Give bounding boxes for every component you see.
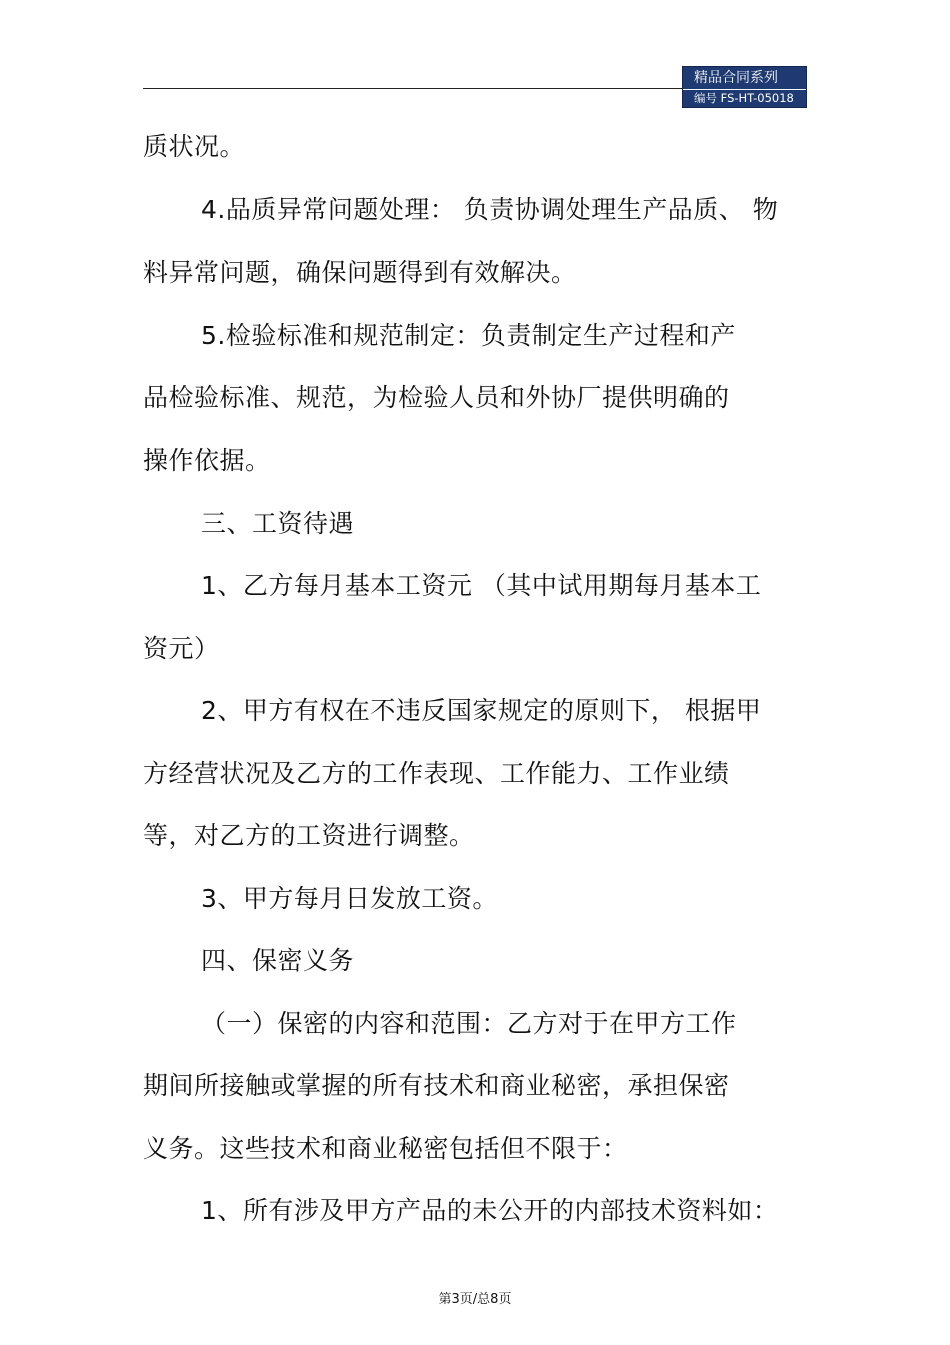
page-number: 第3页/总8页 (438, 1292, 512, 1307)
body-line: 操作依据。 (143, 446, 271, 475)
body-line: 品检验标准、规范，为检验人员和外协厂提供明确的 (143, 383, 730, 412)
body-line: 资元） (143, 634, 220, 663)
body-line: （一）保密的内容和范围：乙方对于在甲方工作 (201, 1009, 737, 1038)
body-line: 1、所有涉及甲方产品的未公开的内部技术资料如： (201, 1196, 779, 1225)
body-line: 2、甲方有权在不违反国家规定的原则下， 根据甲 (201, 696, 762, 725)
body-line: 1、乙方每月基本工资元 （其中试用期每月基本工 (201, 571, 762, 600)
body-line: 4.品质异常问题处理： 负责协调处理生产品质、 物 (201, 195, 779, 224)
header-rule (143, 88, 683, 89)
body-line: 5.检验标准和规范制定：负责制定生产过程和产 (201, 321, 736, 350)
series-badge (682, 66, 807, 108)
section-heading: 三、工资待遇 (201, 509, 355, 538)
body-line: 3、甲方每月日发放工资。 (201, 884, 498, 913)
document-code: 编号 FS-HT-05018 (694, 91, 794, 105)
series-label: 精品合同系列 (694, 70, 778, 86)
body-line: 义务。这些技术和商业秘密包括但不限于： (143, 1134, 628, 1163)
body-line: 料异常问题，确保问题得到有效解决。 (143, 258, 577, 287)
section-heading: 四、保密义务 (201, 946, 355, 975)
body-line: 等，对乙方的工资进行调整。 (143, 821, 475, 850)
body-line: 质状况。 (143, 132, 246, 161)
body-line: 方经营状况及乙方的工作表现、工作能力、工作业绩 (143, 759, 730, 788)
body-line: 期间所接触或掌握的所有技术和商业秘密，承担保密 (143, 1071, 730, 1100)
